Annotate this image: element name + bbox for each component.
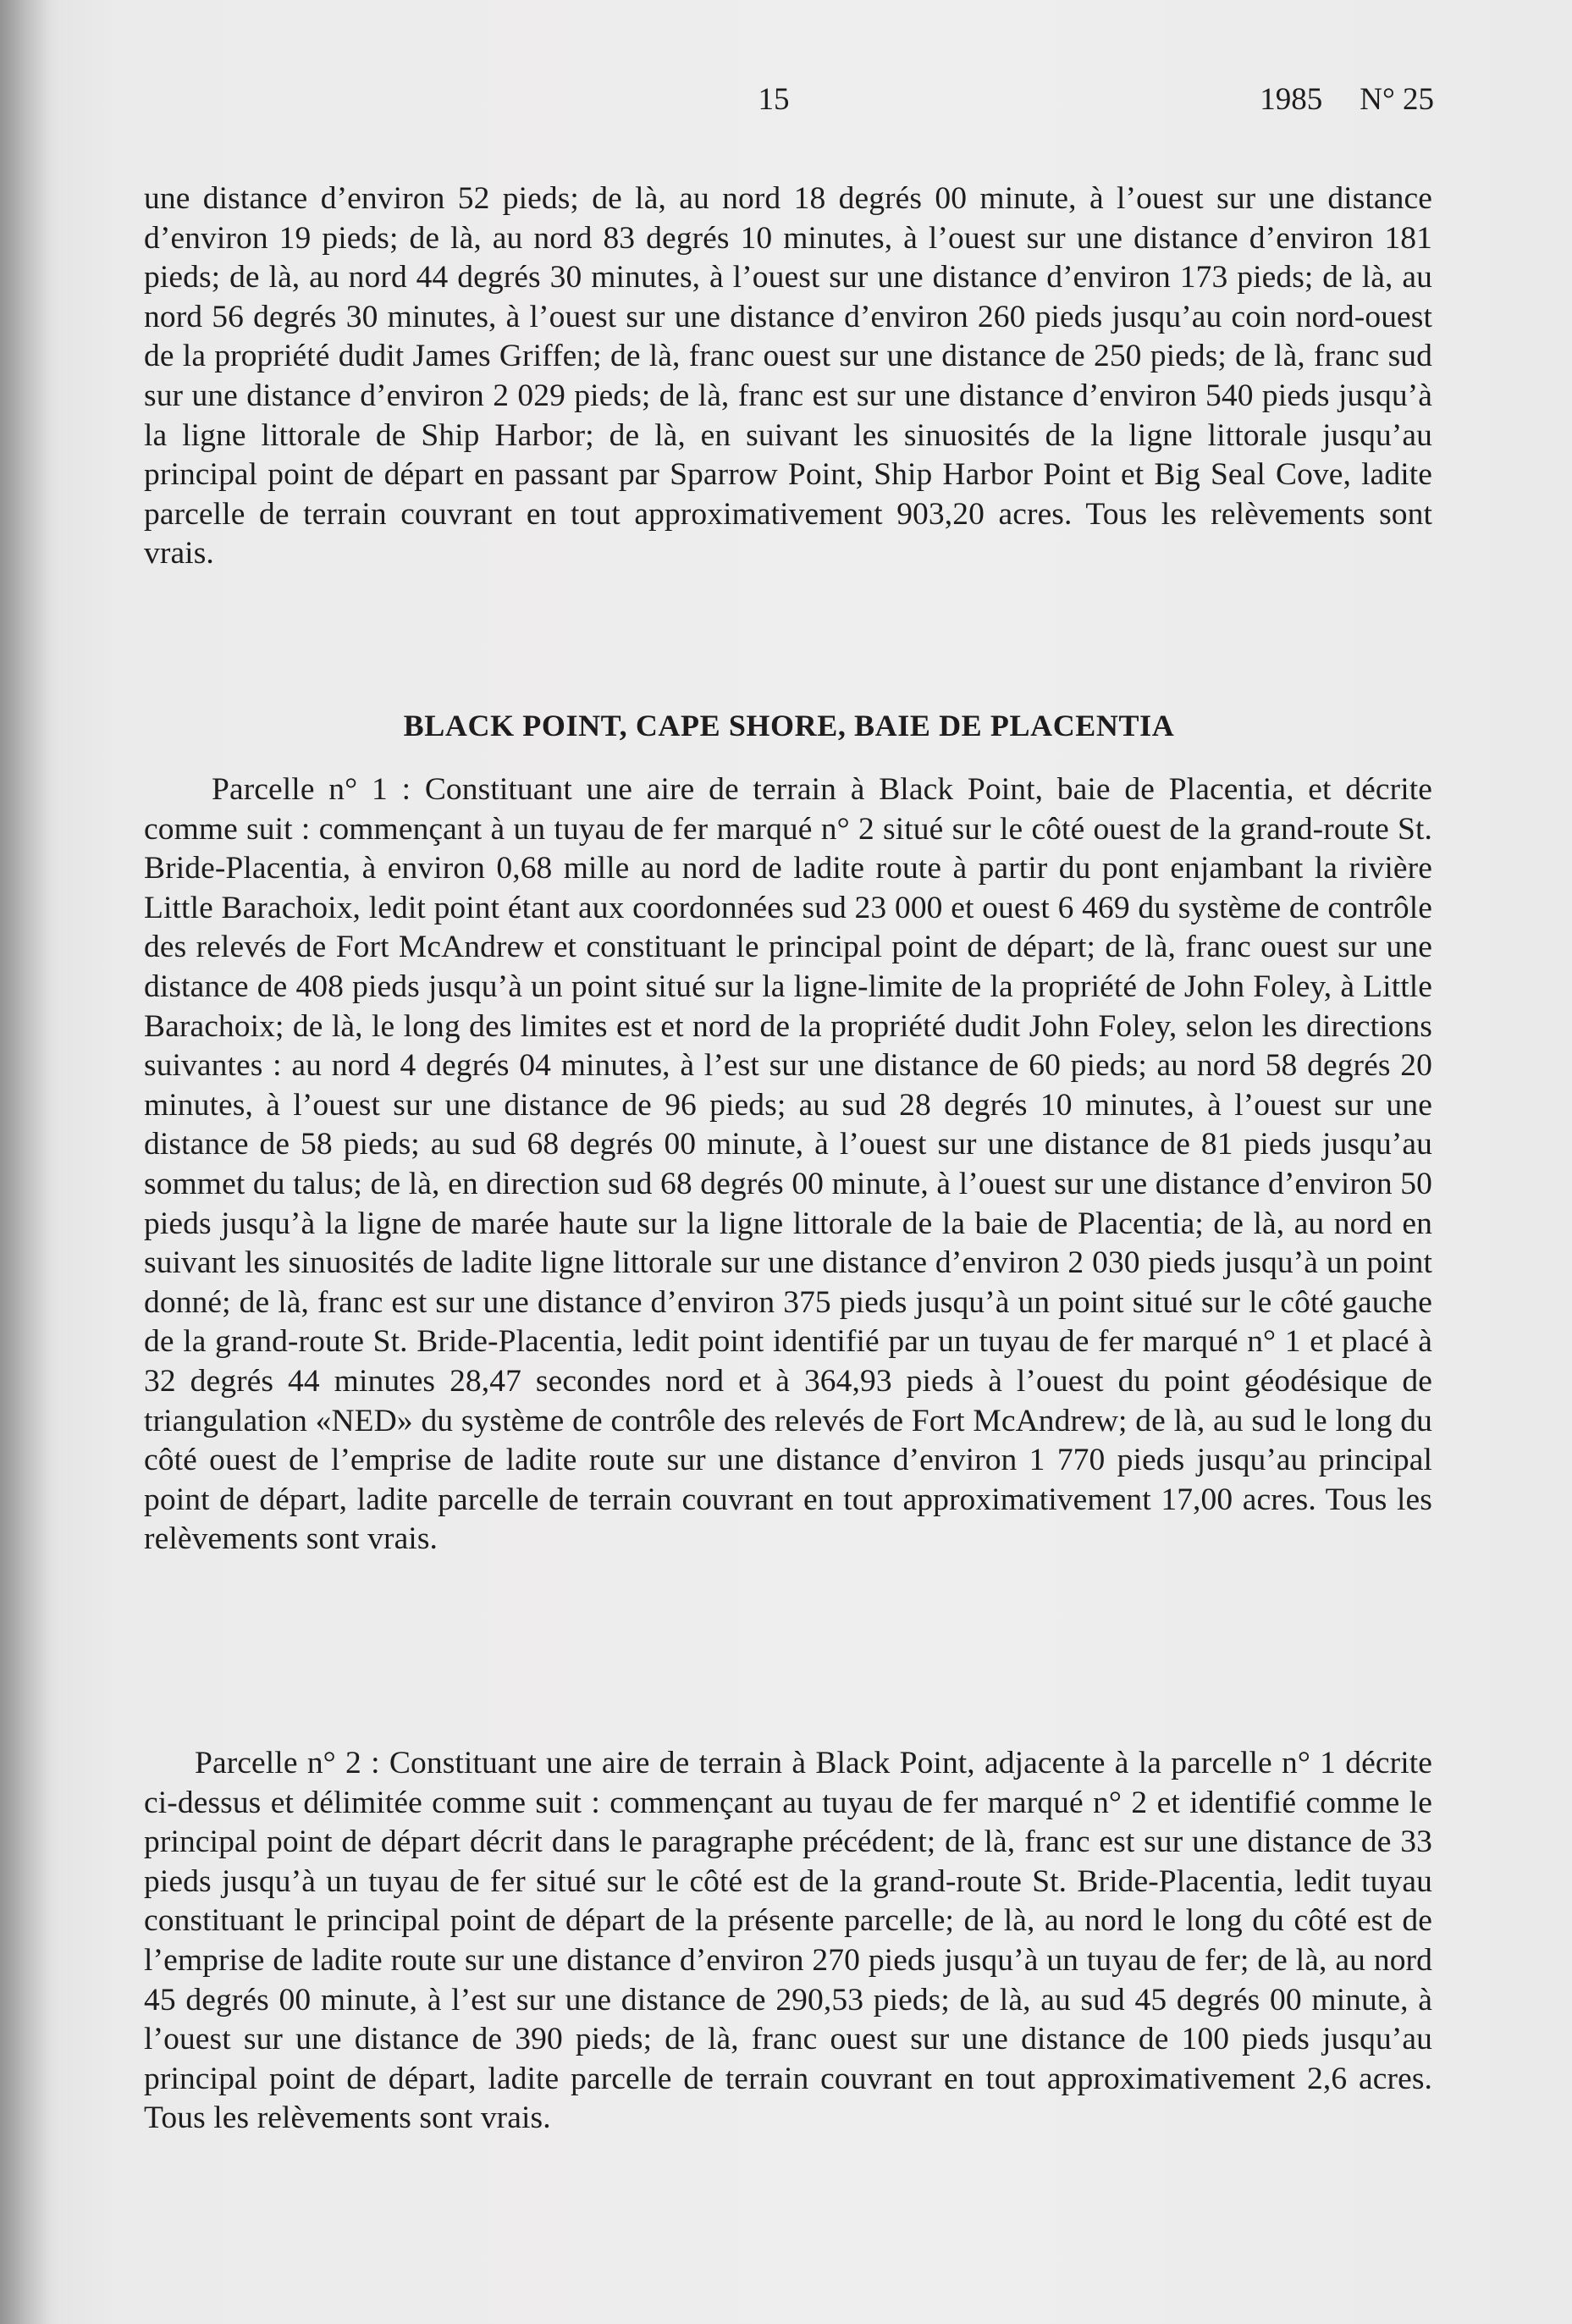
body-paragraph-parcelle-2: Parcelle n° 2 : Constituant une aire de terrain à Black Point, adjacente à la parcelle n° 1 décrite ci-dessus et délimitée comme suit : commençant au tuyau de fer marqué n° 2 et identifié comme le principal point de départ décrit dans le paragraphe précédent; de là, franc est sur une distance de 33 pieds jusqu’à un tuyau de fer situé sur le côté est de la grand-route St. Bride-Placentia, ledit tuyau constituant le principal point de départ de la présente parcelle; de là, au nord le long du côté est de l’emprise de ladite route sur une distance d’environ 270 pieds jusqu’à un tuyau de fer; de là, au nord 45 degrés 00 minute, à l’est sur une distance de 290,53 pieds; de là, au sud 45 degrés 00 minute, à l’ouest sur une distance de 390 pieds; de là, franc ouest sur une distance de 100 pieds jusqu’au principal point de départ, ladite parcelle de terrain couvrant en tout approximativement 2,6 acres. Tous les relèvements sont vrais. (144, 1746, 1432, 2136)
body-paragraph-continued: une distance d’environ 52 pieds; de là, au nord 18 degrés 00 minute, à l’ouest sur une distance d’environ 19 pieds; de là, au nord 83 degrés 10 minutes, à l’ouest sur une distance d’environ 181 pieds; de là, au nord 44 degrés 30 minutes, à l’ouest sur une distance d’environ 173 pieds; de là, au nord 56 degrés 30 minutes, à l’ouest sur une distance d’environ 260 pieds jusqu’au coin nord-ouest de la propriété dudit James Griffen; de là, franc ouest sur une distance de 250 pieds; de là, franc sud sur une distance d’environ 2 029 pieds; de là, franc est sur une distance d’environ 540 pieds jusqu’à la ligne littorale de Ship Harbor; de là, en suivant les sinuosités de la ligne littorale jusqu’au principal point de départ en passant par Sparrow Point, Ship Harbor Point et Big Seal Cove, ladite parcelle de terrain couvrant en tout approximativement 903,20 acres. Tous les relèvements sont vrais. (144, 181, 1432, 571)
binding-gutter-shadow (0, 0, 51, 2324)
section-heading: BLACK POINT, CAPE SHORE, BAIE DE PLACENTIA (403, 709, 1175, 742)
issue-info (1260, 81, 1434, 118)
body-paragraph-parcelle-1: Parcelle n° 1 : Constituant une aire de terrain à Black Point, baie de Placentia, et décrite comme suit : commençant à un tuyau de fer marqué n° 2 situé sur le côté ouest de la grand-route St. Bride-Placentia, à environ 0,68 mille au nord de ladite route à partir du pont enjambant la rivière Little Barachoix, ledit point étant aux coordonnées sud 23 000 et ouest 6 469 du système de contrôle des relevés de Fort McAndrew et constituant le principal point de départ; de là, franc ouest sur une distance de 408 pieds jusqu’à un point situé sur la ligne-limite de la propriété de John Foley, à Little Barachoix; de là, le long des limites est et nord de la propriété dudit John Foley, selon les directions suivantes : au nord 4 degrés 04 minutes, à l’est sur une distance de 60 pieds; au nord 58 degrés 20 minutes, à l’ouest sur une distance de 96 pieds; au sud 28 degrés 10 minutes, à l’ouest sur une distance de 58 pieds; au sud 68 degrés 00 minute, à l’ouest sur une distance de 81 pieds jusqu’au sommet du talus; de là, en direction sud 68 degrés 00 minute, à l’ouest sur une distance d’environ 50 pieds jusqu’à la ligne de marée haute sur la ligne littorale de la baie de Placentia; de là, au nord en suivant les sinuosités de ladite ligne littorale sur une distance d’environ 2 030 pieds jusqu’à un point donné; de là, franc est sur une distance d’environ 375 pieds jusqu’à un point situé sur le côté gauche de la grand-route St. Bride-Placentia, ledit point identifié par un tuyau de fer marqué n° 1 et placé à 32 degrés 44 minutes 28,47 secondes nord et à 364,93 pieds à l’ouest du point géodésique de triangulation «NED» du système de contrôle des relevés de Fort McAndrew; de là, au sud le long du côté ouest de l’emprise de ladite route sur une distance d’environ 1 770 pieds jusqu’au principal point de départ, ladite parcelle de terrain couvrant en tout approximativement 17,00 acres. Tous les relèvements sont vrais. (144, 772, 1432, 1557)
issue-year: 1985 (1260, 82, 1323, 117)
page-header (144, 81, 1434, 124)
page-number: 15 (758, 82, 790, 117)
issue-number: N° 25 (1360, 82, 1434, 117)
